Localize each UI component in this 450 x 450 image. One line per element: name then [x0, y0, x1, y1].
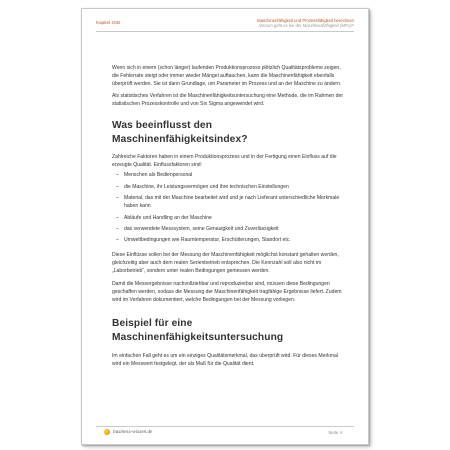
factors-intro-paragraph: Zahlreiche Faktoren haben in einem Produktionsprozess und in der Fertigung einen Einfluss auf die erzeugte Qualität. Einflussfaktoren sind:: [112, 154, 337, 169]
section-heading-example: Beispiel für eine Maschinenfähigkeitsuntersuchung: [112, 317, 284, 343]
intro-paragraph-1: Wenn sich in einem (schon länger) laufenden Produktionsprozess plötzlich Qualitätsprobleme zeigen, die Fehlerrate steigt oder immer wieder Mängel auftauchen, kann die Maschinenfähigkeit ebenfalls überprüft werden. Sie ist dann Grundlage, um Parameter im Prozess und an der Maschine zu ändern.: [112, 65, 342, 88]
intro-paragraph-2: Als statistisches Verfahren ist die Maschinenfähigkeitsuntersuchung eine Methode, die im Rahmen der statistischen Prozesskontrolle und von Six Sigma angewendet wird.: [112, 93, 344, 108]
list-item: – Abläufe und Handling an der Maschine: [116, 214, 212, 221]
list-item: – Menschen als Bedienpersonal: [116, 172, 193, 179]
list-item: – Umweltbedingungen wie Raumtemperatur, Erschütterungen, Standort etc.: [116, 237, 291, 244]
list-item: – das verwendete Messsystem, seine Genauigkeit und Zuverlässigkeit: [116, 225, 279, 232]
running-header-title: Maschinenfähigkeit und Prozessfähigkeit berechnen: [257, 18, 354, 23]
example-paragraph: Im einfachen Fall geht es um ein einziges Qualitätsmerkmal, das überprüft wird. Für dieses Merkmal wird ein Messwert festgelegt, der als Maß für die Qualität dient.: [112, 352, 338, 367]
footer-logo: [104, 429, 152, 435]
chapter-label: Kapitel 2SB: [96, 20, 121, 25]
page-content: [112, 64, 344, 368]
logo-text: business-wissen.de: [113, 429, 153, 435]
factors-paragraph-2: Damit die Messergebnisse nachvollziehbar und reproduzierbar sind, müssen diese Bedingungen geschaffen werden, sodass die Messung der Maschinenfähigkeit tragfähige Ergebnisse liefert. Zudem wird im Verfahren dokumentiert, welche Bedingungen bei der Messung vorliegen.: [112, 280, 342, 303]
section-heading-factors: Was beeinflusst den Maschinenfähigkeitsindex?: [112, 120, 248, 146]
factors-list: [112, 171, 344, 244]
list-item: – die Maschine, ihr Leistungsvermögen und ihre technischen Einstellungen: [116, 183, 289, 190]
logo-dot-icon: [104, 429, 110, 435]
header-divider: [96, 31, 354, 32]
running-header: [257, 18, 354, 28]
factors-paragraph-1: Diese Einflüsse sollen bei der Messung der Maschinenfähigkeit möglichst konstant gehalten werden, gleichzeitig aber auch dem realen Serienbetrieb entsprechen. Die Kennzahl soll also nicht im „Laborbetrieb“, sondern unter realen Bedingungen gemessen werden.: [112, 251, 339, 274]
page-number: Seite 4: [328, 430, 342, 435]
footer-divider: [96, 426, 354, 427]
list-item: – Material, das mit der Maschine bearbeitet wird und je nach Lieferant unterschiedliche Merkmale haben kann: [116, 195, 340, 210]
running-header-subtitle: Worum geht es bei der Maschinenfähigkeit (MFU)?: [259, 23, 354, 28]
document-page: [81, 8, 369, 445]
